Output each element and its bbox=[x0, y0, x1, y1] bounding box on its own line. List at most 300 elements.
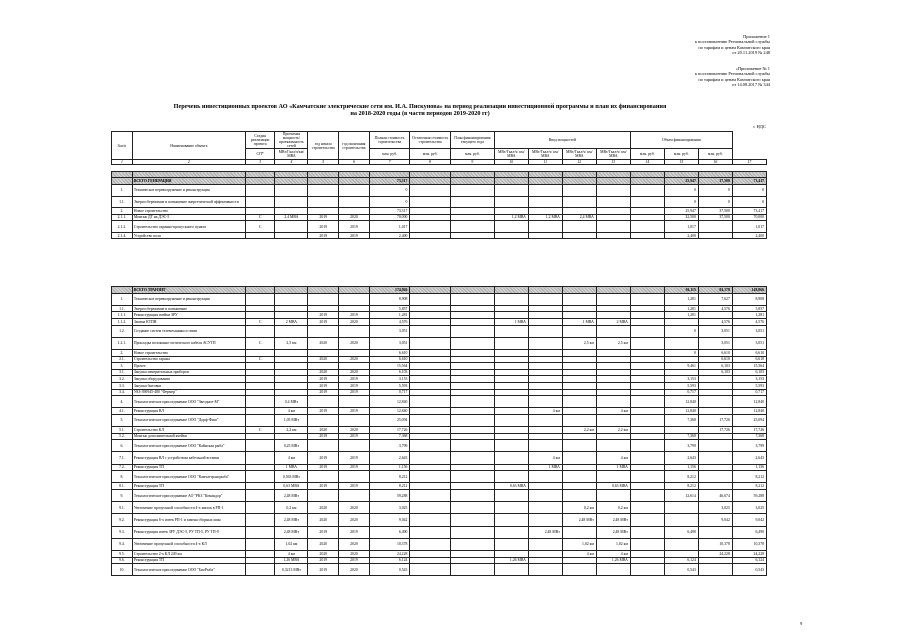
cell bbox=[245, 538, 275, 550]
cell: 6,103 bbox=[698, 363, 732, 370]
title-line-1: Перечень инвестиционных проектов АО «Камчатские электрические сети им. И.А. Пискунова» на период реализации инвестиционной программы и план их финансирования bbox=[173, 103, 667, 110]
cell bbox=[450, 526, 494, 538]
cell bbox=[494, 376, 528, 383]
appendix-2-line: к постановлению Региональной службы bbox=[694, 71, 770, 77]
cell bbox=[245, 564, 275, 576]
cell: 25,094 bbox=[732, 414, 766, 426]
cell bbox=[410, 221, 451, 233]
table-row bbox=[112, 312, 767, 319]
cell bbox=[528, 433, 562, 440]
cell bbox=[562, 196, 596, 208]
table-row bbox=[112, 389, 767, 396]
cell: 2.1.1. bbox=[112, 214, 133, 220]
cell bbox=[596, 414, 630, 426]
cell: 15,564 bbox=[732, 363, 766, 370]
cell bbox=[596, 363, 630, 370]
cell: 9.5. bbox=[112, 550, 133, 557]
cell: 59,288 bbox=[369, 490, 410, 502]
table-row bbox=[112, 514, 767, 526]
cell bbox=[596, 396, 630, 408]
cell bbox=[562, 356, 596, 363]
cell bbox=[528, 184, 562, 196]
cell bbox=[339, 305, 370, 312]
col-number-cell: 17 bbox=[732, 160, 766, 165]
cell bbox=[450, 305, 494, 312]
cell bbox=[630, 526, 664, 538]
cell: 2,48 МВт bbox=[275, 526, 308, 538]
section-row bbox=[112, 287, 767, 294]
cell bbox=[494, 337, 528, 349]
cell: 9,042 bbox=[732, 514, 766, 526]
cell bbox=[494, 526, 528, 538]
cell bbox=[410, 396, 451, 408]
cell: 2019 bbox=[308, 382, 339, 389]
cell bbox=[494, 471, 528, 483]
cell bbox=[410, 382, 451, 389]
cell bbox=[275, 325, 308, 337]
cell bbox=[698, 389, 732, 396]
cell bbox=[410, 427, 451, 434]
cell: 2,643 bbox=[664, 452, 698, 464]
cell bbox=[630, 382, 664, 389]
table-row bbox=[112, 408, 767, 415]
cell bbox=[245, 305, 275, 312]
cell: 3,051 bbox=[369, 337, 410, 349]
cell: 12,840 bbox=[664, 408, 698, 415]
cell bbox=[450, 389, 494, 396]
col-number-cell: 16 bbox=[698, 160, 732, 165]
cell bbox=[275, 376, 308, 383]
cell bbox=[630, 363, 664, 370]
cell: 2019 bbox=[308, 408, 339, 415]
cell bbox=[562, 376, 596, 383]
cell bbox=[494, 464, 528, 471]
cell: 6,610 bbox=[369, 356, 410, 363]
appendix-1-line: от 20.11.2019 № 248 bbox=[732, 50, 770, 56]
cell-name: Техническое перевооружение и реконструкция bbox=[132, 293, 245, 305]
table-row bbox=[112, 427, 767, 434]
appendix-1-line: к постановлению Региональной службы bbox=[694, 39, 770, 45]
table-row bbox=[112, 464, 767, 471]
cell: 3.4. bbox=[112, 389, 133, 396]
cell: 1,2 МВА bbox=[494, 214, 528, 220]
cell: 4 км bbox=[275, 452, 308, 464]
cell-name: Создание систем телемеханики и связи bbox=[132, 325, 245, 337]
cell: 73,417 bbox=[732, 208, 766, 214]
cell-name: Реконструкция ТП bbox=[132, 464, 245, 471]
cell bbox=[528, 502, 562, 514]
cell bbox=[698, 433, 732, 440]
cell: 3,153 bbox=[664, 376, 698, 383]
col-number-cell: 2 bbox=[132, 160, 245, 165]
cell bbox=[630, 221, 664, 233]
cell: С bbox=[245, 356, 275, 363]
cell: 8,212 bbox=[664, 471, 698, 483]
cell bbox=[528, 550, 562, 557]
col-number-cell: 6 bbox=[339, 160, 370, 165]
col-number-cell: 5 bbox=[308, 160, 339, 165]
cell: 2020 bbox=[308, 514, 339, 526]
cell bbox=[308, 293, 339, 305]
cell-name: Строительство КЛ bbox=[132, 427, 245, 434]
cell bbox=[494, 287, 528, 294]
cell bbox=[339, 414, 370, 426]
cell bbox=[494, 232, 528, 238]
cell-name: Реконструкция ячейки ЗРУ bbox=[132, 312, 245, 319]
cell bbox=[410, 557, 451, 564]
cell: 2020 bbox=[308, 538, 339, 550]
cell bbox=[245, 440, 275, 452]
cell bbox=[494, 221, 528, 233]
cell-name: Технологическое присоединение ООО "БиоРыба" bbox=[132, 564, 245, 576]
cell: 5,857 bbox=[369, 305, 410, 312]
cell: 1,281 bbox=[664, 312, 698, 319]
cell bbox=[410, 363, 451, 370]
appendix-2-line: по тарифам и ценам Камчатского края bbox=[698, 76, 770, 82]
cell bbox=[562, 349, 596, 356]
cell bbox=[450, 550, 494, 557]
cell bbox=[528, 376, 562, 383]
cell bbox=[450, 369, 494, 376]
cell bbox=[339, 396, 370, 408]
cell bbox=[308, 325, 339, 337]
cell bbox=[308, 305, 339, 312]
cell bbox=[410, 471, 451, 483]
cell bbox=[562, 389, 596, 396]
cell: 10,378 bbox=[698, 538, 732, 550]
cell bbox=[494, 414, 528, 426]
cell bbox=[528, 305, 562, 312]
cell: 1.2. bbox=[112, 325, 133, 337]
cell: 46,674 bbox=[698, 490, 732, 502]
cell bbox=[528, 356, 562, 363]
cell: 6,124 bbox=[369, 557, 410, 564]
cell bbox=[630, 349, 664, 356]
cell: 73,317 bbox=[369, 178, 410, 184]
cell: 1,02 км bbox=[596, 538, 630, 550]
generation-table bbox=[111, 171, 767, 239]
cell bbox=[528, 483, 562, 490]
cell: 2,400 bbox=[664, 232, 698, 238]
cell: 70,000 bbox=[369, 214, 410, 220]
cell: 2,4 МВА bbox=[562, 214, 596, 220]
transit-table bbox=[111, 286, 767, 576]
cell: 6,490 bbox=[732, 526, 766, 538]
cell bbox=[528, 232, 562, 238]
cell bbox=[494, 538, 528, 550]
cell bbox=[528, 312, 562, 319]
cell: 2019 bbox=[308, 526, 339, 538]
cell bbox=[528, 325, 562, 337]
cell bbox=[528, 369, 562, 376]
cell bbox=[494, 490, 528, 502]
cell bbox=[630, 325, 664, 337]
cell: С bbox=[245, 318, 275, 325]
cell-name: Замена КТПН bbox=[132, 318, 245, 325]
cell bbox=[630, 293, 664, 305]
cell bbox=[245, 376, 275, 383]
investment-table-header bbox=[111, 131, 767, 165]
cell: 2020 bbox=[308, 356, 339, 363]
cell bbox=[308, 196, 339, 208]
cell: 25,947 bbox=[664, 208, 698, 214]
cell bbox=[630, 471, 664, 483]
cell-name: Реконструкция ячеек ЗРУ ДЭС-5, РУ ТП-5, РУ ТП-9 bbox=[132, 526, 245, 538]
cell-name: Закупка оборудования bbox=[132, 376, 245, 383]
cell bbox=[698, 471, 732, 483]
cell bbox=[410, 356, 451, 363]
cell bbox=[698, 452, 732, 464]
cell: 3.3. bbox=[112, 382, 133, 389]
table-row bbox=[112, 440, 767, 452]
cell: 1,02 км bbox=[275, 538, 308, 550]
cell bbox=[494, 293, 528, 305]
cell bbox=[245, 287, 275, 294]
cell bbox=[410, 337, 451, 349]
cell: 73,317 bbox=[369, 208, 410, 214]
cell: 9,042 bbox=[369, 514, 410, 526]
cell-name: Монтаж дополнительной ячейки bbox=[132, 433, 245, 440]
cell: 3,025 bbox=[698, 502, 732, 514]
cell bbox=[562, 471, 596, 483]
cell: 2.1.2. bbox=[112, 221, 133, 233]
table-row bbox=[112, 502, 767, 514]
cell bbox=[630, 408, 664, 415]
cell bbox=[410, 464, 451, 471]
cell: 2019 bbox=[339, 408, 370, 415]
cell bbox=[245, 526, 275, 538]
cell bbox=[245, 483, 275, 490]
cell bbox=[630, 550, 664, 557]
cell bbox=[275, 389, 308, 396]
cell: 2020 bbox=[308, 337, 339, 349]
cell bbox=[410, 433, 451, 440]
cell bbox=[494, 427, 528, 434]
cell: 4.1. bbox=[112, 408, 133, 415]
cell: 0 bbox=[732, 196, 766, 208]
cell: 9.2. bbox=[112, 514, 133, 526]
cell: 1,281 bbox=[369, 312, 410, 319]
cell: 2019 bbox=[308, 376, 339, 383]
cell bbox=[630, 557, 664, 564]
cell bbox=[275, 221, 308, 233]
cell bbox=[450, 464, 494, 471]
cell: 2019 bbox=[339, 526, 370, 538]
cell: 32,500 bbox=[664, 214, 698, 220]
cell: 2020 bbox=[308, 550, 339, 557]
table-row bbox=[112, 349, 767, 356]
cell bbox=[245, 349, 275, 356]
cell: 2,400 bbox=[369, 232, 410, 238]
cell bbox=[245, 184, 275, 196]
cell bbox=[410, 369, 451, 376]
cell bbox=[596, 389, 630, 396]
cell: 0 bbox=[664, 325, 698, 337]
col-number-cell: 14 bbox=[630, 160, 664, 165]
col-number-cell: 11 bbox=[528, 160, 562, 165]
cell bbox=[630, 433, 664, 440]
sub-fin-2020: млн. руб. bbox=[664, 149, 698, 160]
cell: 5,593 bbox=[732, 382, 766, 389]
cell: 2019 bbox=[339, 389, 370, 396]
cell bbox=[562, 452, 596, 464]
cell bbox=[275, 349, 308, 356]
cell: 3,051 bbox=[732, 325, 766, 337]
cell bbox=[410, 232, 451, 238]
cell bbox=[275, 305, 308, 312]
col-number-cell: 10 bbox=[494, 160, 528, 165]
cell-name: Строительство 2-х КЛ 249 км bbox=[132, 550, 245, 557]
cell-name: Закупка измерительных приборов bbox=[132, 369, 245, 376]
cell: 0 bbox=[369, 196, 410, 208]
sub-total-unit: МВт/Гкал/ч/ км/МВА bbox=[596, 149, 630, 160]
cell bbox=[410, 325, 451, 337]
cell bbox=[528, 514, 562, 526]
cell: 4. bbox=[112, 396, 133, 408]
cell: 1,02 км bbox=[562, 538, 596, 550]
cell: 1.1. bbox=[112, 196, 133, 208]
cell bbox=[562, 382, 596, 389]
cell bbox=[245, 408, 275, 415]
cell-name: ВСЕГО ГЕНЕРАЦИЯ bbox=[132, 178, 245, 184]
cell bbox=[450, 325, 494, 337]
cell: 2020 bbox=[339, 514, 370, 526]
cell: 2019 bbox=[339, 433, 370, 440]
cell-name: Энергосбережение и повышение bbox=[132, 305, 245, 312]
cell bbox=[112, 287, 133, 294]
cell bbox=[698, 396, 732, 408]
cell bbox=[664, 514, 698, 526]
cell bbox=[562, 293, 596, 305]
col-number-cell: 1 bbox=[112, 160, 133, 165]
cell: 6,124 bbox=[664, 557, 698, 564]
cell: С bbox=[245, 337, 275, 349]
cell: 3,025 bbox=[369, 502, 410, 514]
cell: 2019 bbox=[339, 376, 370, 383]
cell bbox=[245, 502, 275, 514]
col-number-cell: 3 bbox=[245, 160, 275, 165]
cell bbox=[630, 440, 664, 452]
cell: 4,576 bbox=[698, 318, 732, 325]
cell bbox=[494, 184, 528, 196]
cell: 2020 bbox=[308, 427, 339, 434]
cell: 94,115 bbox=[664, 287, 698, 294]
sub-residual-cost: млн. руб. bbox=[410, 149, 451, 160]
cell bbox=[664, 538, 698, 550]
cell: 9.3. bbox=[112, 526, 133, 538]
cell bbox=[494, 433, 528, 440]
cell: 9. bbox=[112, 490, 133, 502]
col-name: Наименование объекта bbox=[132, 132, 245, 160]
cell bbox=[410, 440, 451, 452]
cell: 0 bbox=[698, 196, 732, 208]
cell: 2019 bbox=[308, 214, 339, 220]
cell bbox=[562, 408, 596, 415]
cell: 2.1.4. bbox=[112, 232, 133, 238]
cell: 2019 bbox=[339, 382, 370, 389]
cell bbox=[450, 337, 494, 349]
cell bbox=[308, 184, 339, 196]
cell: 2019 bbox=[308, 464, 339, 471]
cell: 5. bbox=[112, 414, 133, 426]
cell bbox=[562, 305, 596, 312]
sub-capacity: МВт/Гкал/ч/км/ МВА bbox=[275, 149, 308, 160]
cell: 1,017 bbox=[664, 221, 698, 233]
cell: 70,000 bbox=[732, 214, 766, 220]
cell bbox=[562, 325, 596, 337]
cell-name: Увеличение пропускной способности 4-х КЛ bbox=[132, 538, 245, 550]
cell-name: Прочее bbox=[132, 363, 245, 370]
sub-full-cost: млн. руб. bbox=[369, 149, 410, 160]
cell bbox=[339, 196, 370, 208]
cell: 37,500 bbox=[698, 214, 732, 220]
cell bbox=[630, 389, 664, 396]
cell bbox=[528, 471, 562, 483]
cell: 6,610 bbox=[732, 349, 766, 356]
cell: 2,48 МВт bbox=[275, 490, 308, 502]
cell: 2019 bbox=[339, 464, 370, 471]
cell bbox=[245, 550, 275, 557]
cell bbox=[562, 369, 596, 376]
cell bbox=[245, 557, 275, 564]
cell bbox=[698, 312, 732, 319]
sub-stage: СП* bbox=[245, 149, 275, 160]
cell: 6,610 bbox=[732, 356, 766, 363]
cell bbox=[410, 414, 451, 426]
cell bbox=[596, 293, 630, 305]
cell: 0,543 bbox=[664, 564, 698, 576]
cell-name: Технологическое присоединение АО "РКЗ "Командор" bbox=[132, 490, 245, 502]
cell bbox=[630, 427, 664, 434]
table-row bbox=[112, 382, 767, 389]
cell: 8. bbox=[112, 471, 133, 483]
cell: 7,368 bbox=[664, 414, 698, 426]
cell: 4 км bbox=[596, 408, 630, 415]
cell: 2019 bbox=[339, 232, 370, 238]
table-row bbox=[112, 550, 767, 557]
cell bbox=[630, 414, 664, 426]
cell-name: Реконструкция 6-х ячеек РП-1 и замена сборных шин bbox=[132, 514, 245, 526]
cell bbox=[528, 427, 562, 434]
cell bbox=[410, 293, 451, 305]
cell: 4 км bbox=[562, 550, 596, 557]
cell bbox=[664, 318, 698, 325]
cell bbox=[450, 433, 494, 440]
col-num: №п/п bbox=[112, 132, 133, 160]
cell bbox=[245, 433, 275, 440]
cell: 0 bbox=[664, 196, 698, 208]
sub-fin-total: млн. руб. bbox=[698, 149, 732, 160]
cell bbox=[562, 396, 596, 408]
table-row bbox=[112, 396, 767, 408]
cell bbox=[275, 369, 308, 376]
cell bbox=[275, 312, 308, 319]
cell: 6,490 bbox=[369, 526, 410, 538]
table-row bbox=[112, 471, 767, 483]
cell bbox=[630, 376, 664, 383]
table-row bbox=[112, 363, 767, 370]
title-line-2: на 2018-2020 годы (в части периодов 2019-2020 гг) bbox=[350, 110, 490, 118]
cell: 17,726 bbox=[698, 414, 732, 426]
cell: 2019 bbox=[308, 433, 339, 440]
cell: 12,840 bbox=[732, 396, 766, 408]
cell: 0,543 bbox=[369, 564, 410, 576]
cell bbox=[698, 464, 732, 471]
cell bbox=[562, 564, 596, 576]
col-number-cell: 7 bbox=[369, 160, 410, 165]
table-row bbox=[112, 337, 767, 349]
cell bbox=[339, 471, 370, 483]
